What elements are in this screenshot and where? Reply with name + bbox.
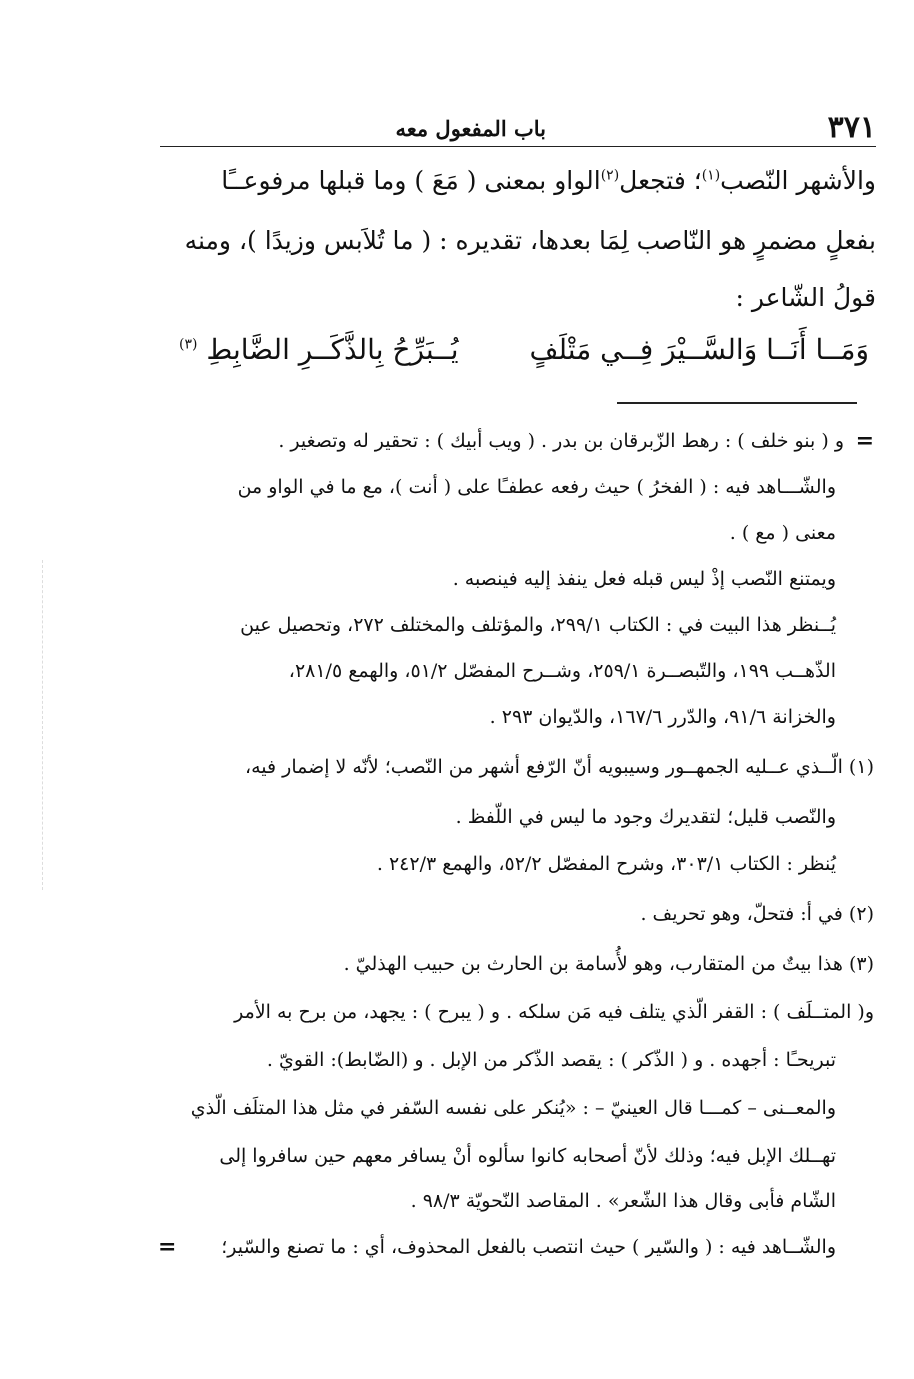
footnote-1-line: (١) الّــذي عــليه الجمهــور وسيبويه أنّ الرّفع أشهر من النّصب؛ لأنّه لا إضمار فيه، xyxy=(244,756,874,778)
footnote-3-line: و( المتــلَف ) : القفر الّذي يتلف فيه مَن سلكه . و ( يبرح ) : يجهد، من برح به الأمر xyxy=(234,1001,874,1023)
footnote-3-line: (٣) هذا بيتٌ من المتقارب، وهو لأُسامة بن الحارث بن حبيب الهذليّ . xyxy=(343,953,874,975)
footnote-ref-1: (١) xyxy=(701,167,721,184)
main-text-line-1 xyxy=(221,166,876,195)
poetry-verse xyxy=(179,333,869,383)
footnote-line: و ( بنو خلف ) : رهط الزّبرقان بن بدر . ( ويب أبيك ) : تحقير له وتصغير . xyxy=(278,430,844,452)
footnote-line: والخزانة ٩١/٦، والدّرر ١٦٧/٦، والدّيوان ٢٩٣ . xyxy=(489,706,836,728)
footnote-3-line: والشّــاهد فيه : ( والسّير ) حيث انتصب بالفعل المحذوف، أي : ما تصنع والسّير؛ xyxy=(221,1236,836,1258)
page-header xyxy=(160,112,876,147)
footnote-line: يُــنظر هذا البيت في : الكتاب ٢٩٩/١، والمؤتلف والمختلف ٢٧٢، وتحصيل عين xyxy=(240,614,836,636)
main-text-line-2: بفعلٍ مضمرٍ هو النّاصب لِمَا بعدها، تقديره : ( ما تُلاَبس وزيدًا )، ومنه xyxy=(184,226,876,255)
verse-second-hemistich-wrap xyxy=(179,333,459,366)
footnote-3-line: تبريحـًا : أجهده . و ( الذّكر ) : يقصد الذّكر من الإبل . و (الضّابط): القويّ . xyxy=(266,1049,836,1071)
main-text-segment: ؛ فتجعل xyxy=(619,166,702,195)
running-title: باب المفعول معه xyxy=(395,116,546,141)
footnote-3-line: والمعــنى – كمـــا قال العينيّ – : «يُنكر على نفسه السّفر في مثل هذا المتلَف الّذي xyxy=(190,1097,836,1119)
footnote-2-line: (٢) في أ: فتحلّ، وهو تحريف . xyxy=(640,903,874,925)
main-text-segment: والأشهر النّصب xyxy=(720,166,876,195)
footnote-line: والشّـــاهد فيه : ( الفخرُ ) حيث رفعه عطفـًا على ( أنت )، مع ما في الواو من xyxy=(237,476,836,498)
verse-second-hemistich: يُــبَرِّحُ بِالذَّكَــرِ الضَّابِطِ xyxy=(206,333,459,366)
footnote-1-line: والنّصب قليل؛ لتقديرك وجود ما ليس في اللّفظ . xyxy=(455,806,836,828)
footnote-3-line: تهــلك الإبل فيه؛ وذلك لأنّ أصحابه كانوا سألوه أنْ يسافر معهم حين سافروا إلى xyxy=(219,1145,836,1167)
footnote-3-line: الشّام فأبى وقال هذا الشّعر» . المقاصد النّحويّة ٩٨/٣ . xyxy=(410,1190,836,1212)
main-text-line-3: قولُ الشّاعر : xyxy=(735,283,876,312)
footnote-1-line: يُنظر : الكتاب ٣٠٣/١، وشرح المفصّل ٥٢/٢، والهمع ٢٤٢/٣ . xyxy=(376,853,836,875)
footnote-separator xyxy=(617,402,857,404)
main-text-segment: الواو بمعنى ( مَعَ ) وما قبلها مرفوعــًا xyxy=(221,166,601,195)
margin-shadow-line xyxy=(42,560,43,890)
end-continuation-mark: = xyxy=(158,1234,177,1260)
page-number: ٣٧١ xyxy=(827,110,876,145)
footnote-ref-3: (٣) xyxy=(179,336,198,353)
verse-first-hemistich: وَمَــا أَنَــا وَالسَّــيْرَ فِــي مَتْلَفٍ xyxy=(529,333,869,366)
footnote-line: معنى ( مع ) . xyxy=(729,522,836,544)
footnote-line: ويمتنع النّصب إذْ ليس قبله فعل ينفذ إليه فينصبه . xyxy=(452,568,836,590)
footnote-ref-2: (٢) xyxy=(600,167,620,184)
footnote-line: الذّهــب ١٩٩، والتّبصــرة ٢٥٩/١، وشــرح المفصّل ٥١/٢، والهمع ٢٨١/٥، xyxy=(288,660,836,682)
continuation-mark: = xyxy=(855,428,874,454)
